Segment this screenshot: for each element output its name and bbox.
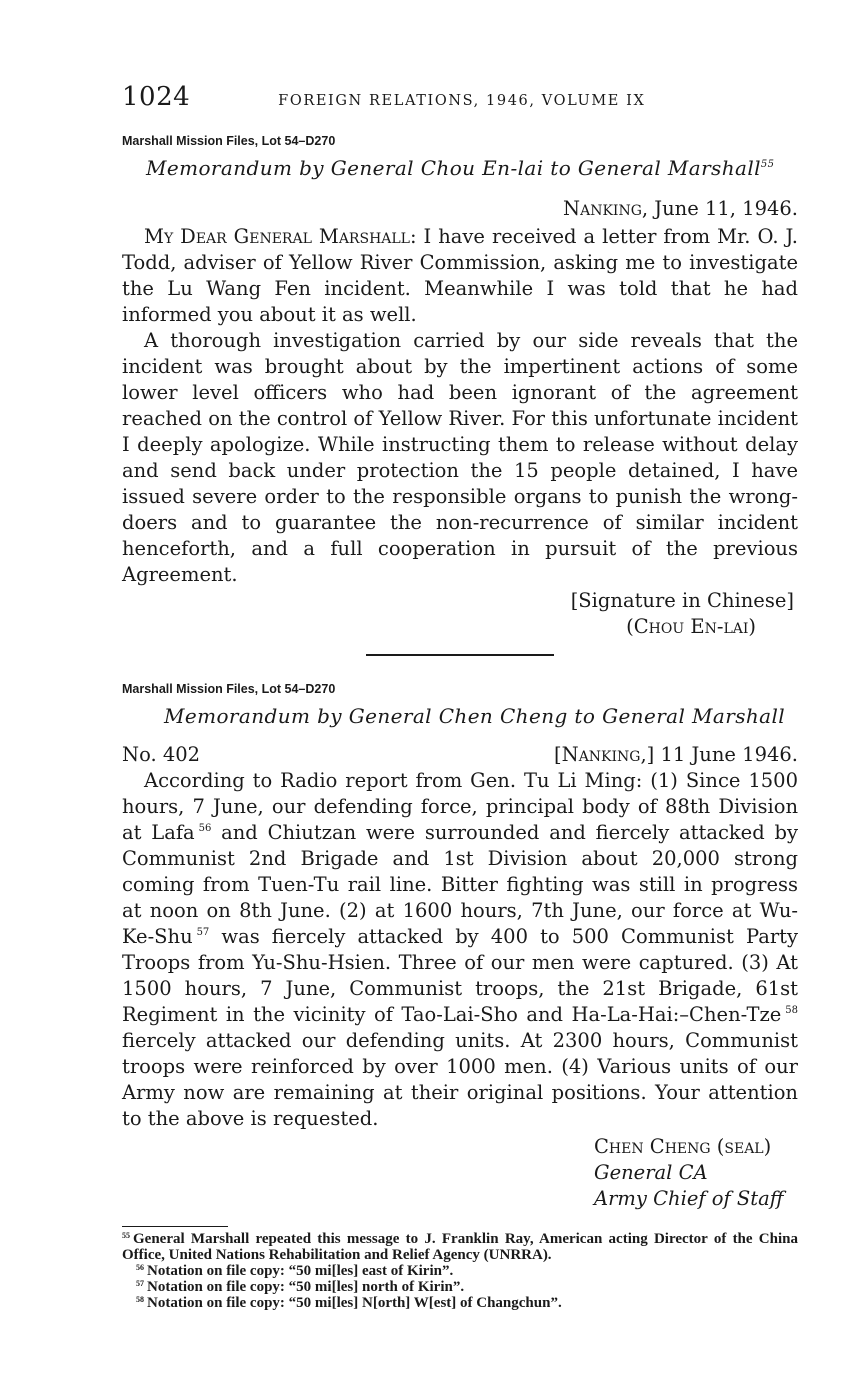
doc2-title: Memorandum by General Chen Cheng to General Marshall — [164, 704, 786, 728]
footnote-56 — [122, 1263, 798, 1279]
doc1-paragraph-1-text: I have received a letter from Mr. O. J. Todd, adviser of Yellow River Commission, asking me to investigate the Lu Wang Fen incident. Meanwhile I was told that he had informed you about it as well. — [122, 225, 798, 326]
doc2-date: ] 11 June 1946. — [646, 743, 798, 766]
footnote-mark: 57 — [136, 1279, 144, 1288]
doc2-source: Marshall Mission Files, Lot 54–D270 — [122, 682, 336, 696]
doc1-title — [122, 156, 798, 180]
doc2-body-d: fiercely attacked our defending units. At 2300 hours, Communist troops were reinforced by over 1000 men. (4) Various units of our Army now are remaining at their original positions. Your attention to the above is requested. — [122, 1029, 798, 1130]
footnote-text: Notation on file copy: “50 mi[les] east of Kirin”. — [147, 1263, 454, 1279]
doc2-signature-rank: General CA — [594, 1161, 708, 1184]
doc2-signature-block — [594, 1134, 798, 1212]
doc2-body — [122, 768, 798, 1132]
doc2-date-place: Nanking, — [561, 743, 647, 766]
doc2-date-open: [ — [554, 743, 562, 766]
doc2-body-b: and Chiutzan were surrounded and fiercely attacked by Communist 2nd Brigade and 1st Division about 20,000 strong coming from Tuen-Tu rail line. Bitter fighting was still in progress at noon on 8th June. (2) at 1600 hours, 7th June, our force at Wu-Ke-Shu — [122, 821, 798, 948]
footnote-ref-55: 55 — [760, 159, 775, 170]
footnote-55 — [122, 1231, 798, 1263]
doc1-salutation: My Dear General Marshall: — [144, 225, 417, 248]
doc1-paragraph-1 — [122, 224, 798, 328]
footnote-mark: 55 — [122, 1231, 130, 1240]
footnote-text: General Marshall repeated this message to J. Franklin Ray, American acting Director of the China Office, United Nations Rehabilitation and Relief Agency (UNRRA). — [122, 1231, 798, 1263]
doc1-signature-name: (Chou En-lai) — [626, 615, 756, 638]
doc1-title-text: Memorandum by General Chou En-lai to General Marshall — [146, 156, 761, 180]
document-page — [122, 80, 798, 1311]
running-title: FOREIGN RELATIONS, 1946, VOLUME IX — [278, 93, 646, 109]
doc2-signature-title: Army Chief of Staff — [594, 1187, 784, 1210]
doc2-body-c: was fiercely attacked by 400 to 500 Communist Party Troops from Yu-Shu-Hsien. Three of our men were captured. (3) At 1500 hours, 7 June, Communist troops, the 21st Brigade, 61st Regiment in the vicinity of Tao-Lai-Sho and Ha-La-Hai:–Chen-Tze — [122, 925, 798, 1026]
page-number: 1024 — [122, 82, 191, 112]
doc2-number: No. 402 — [122, 743, 201, 766]
page-header — [122, 82, 798, 112]
footnote-divider — [122, 1226, 228, 1227]
doc2-body-a: According to Radio report from Gen. Tu Li Ming: (1) Since 1500 hours, 7 June, our defending force, principal body of 88th Division at Lafa — [122, 769, 798, 844]
footnote-57 — [122, 1279, 798, 1295]
doc2-signature-name: Chen Cheng (seal) — [594, 1135, 772, 1158]
doc1-dateline — [122, 194, 798, 224]
doc1-signature-note: [Signature in Chinese] — [570, 589, 794, 612]
doc1-date-place: Nanking, — [563, 197, 649, 220]
footnote-text: Notation on file copy: “50 mi[les] north of Kirin”. — [147, 1279, 465, 1295]
footnote-mark: 56 — [136, 1263, 144, 1272]
footnotes — [122, 1231, 798, 1311]
footnote-ref-56: 56 — [198, 823, 212, 834]
doc1-date: June 11, 1946. — [648, 197, 798, 220]
doc2-dateline — [554, 742, 798, 768]
footnote-text: Notation on file copy: “50 mi[les] N[orth] W[est] of Changchun”. — [147, 1295, 562, 1311]
footnote-mark: 58 — [136, 1295, 144, 1304]
footnote-ref-57: 57 — [196, 927, 210, 938]
doc1-source: Marshall Mission Files, Lot 54–D270 — [122, 134, 336, 148]
doc1-paragraph-2: A thorough investigation carried by our side reveals that the incident was brought about by the impertinent actions of some lower level officers who had been ignorant of the agreement reached on the control of Yellow River. For this unfortunate incident I deeply apologize. While instructing them to release without delay and send back under protection the 15 people detained, I have issued severe order to the responsible organs to punish the wrong-doers and to guarantee the non-recurrence of similar incident henceforth, and a full cooperation in pursuit of the previous Agreement. — [122, 329, 798, 586]
doc2-number-line — [122, 742, 798, 768]
footnote-ref-58: 58 — [785, 1005, 798, 1016]
section-divider — [366, 654, 554, 656]
footnote-58 — [122, 1295, 798, 1311]
